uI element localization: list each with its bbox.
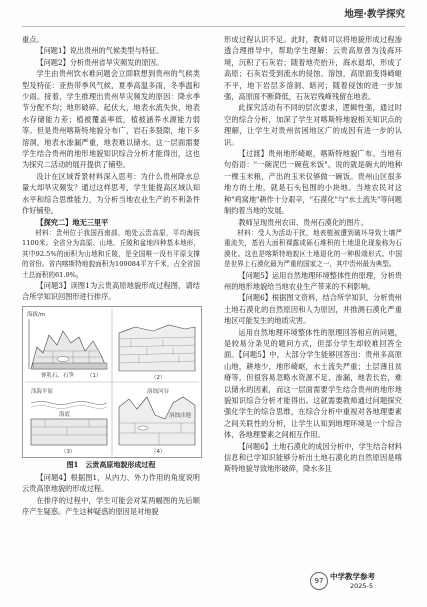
stone-forest-label: 钟乳石、石笋 (41, 372, 75, 379)
panel-3-label: （3） (61, 448, 76, 455)
question-3: 【问题3】读图1为云贵高原地貌形成过程图，请结合所学知识回图形进行排序。 (22, 280, 200, 302)
left-paragraph-4: 在排序的过程中，学生可能会对某两幅图的先后顺序产生疑惑。产生这种疑惑的原因是对地貌 (22, 495, 200, 516)
probe-2-title: 【探究二】地无三里平 (36, 217, 109, 227)
right-column (224, 34, 402, 475)
figure-caption: 图1 云贵高原地貌形成过程 (66, 459, 156, 469)
question-6: 【问题6】根据图文资料，结合所学知识，分析贵州土地石漠化的自然原因和人为原因，并推测石漠化严重地区可能发生的地质灾害。 (224, 293, 402, 326)
panel-1-label: （1） (87, 372, 102, 379)
header-title: 地理·教学探究 (344, 9, 405, 20)
page-footer (310, 568, 405, 596)
material-3: 材料：受人为活动干扰，地表植被遭到破坏导致土壤严重流失，基岩大面积裸露或砾石堆积的土地退化现象称为石漠化。这也是喀斯特地貌区土地退化的一种极端形式。中国是世界上石漠化最为严重的国家之一，其中贵州最为典型。 (224, 228, 402, 269)
landform-diagram (23, 307, 201, 457)
page-number: 97 (310, 572, 328, 590)
journal-name: 中学教学参考 (330, 572, 375, 581)
question-4: 【问题4】根据图1，从内力、外力作用的角度说明云贵高原地貌的形成过程。 (22, 472, 200, 494)
right-paragraph-2: 此探究活动有不同的层次要求，逻辑性强，通过时空的综合分析，加深了学生对喀斯特地貌相关知识点的理解，让学生对贵州贫困地区广的成因有进一步的认识。 (224, 103, 402, 147)
question-5: 【问题5】运用自然地理环境整体性的原理，分析贵州的地形地貌给当地农业生产带来的不利影响。 (224, 270, 402, 291)
right-paragraph-1: 形成过程认识不足。此时，教师可以将地貌形成过程渗透合理推导中，帮助学生理解：云贵高原曾为浅海环境，沉积了石灰岩；随着地壳抬升，海水退却，形成了高原；石灰岩受到流水的侵蚀、溶蚀，高原面变得崎岖不平，地下岩层多溶洞、暗河；随着侵蚀的进一步加强，高原面不断降低，石灰岩残峰残留在地表。 (224, 35, 402, 102)
question-2: 【问题2】分析贵州省旱灾频发的原因。 (36, 57, 164, 67)
shallow-sea-label: 浅海平原 (31, 388, 54, 395)
right-paragraph-5: 【问题6】土地石漠化的成因分析中，学生结合材料信息和已学知识能够分析出土地石漠化的自然原因是喀斯特地貌导致地形破碎，降水多且 (224, 441, 402, 474)
transition-text: 【过渡】贵州地形崎岖，喀斯特地貌广布。当地有句俗语："一碗泥巴一碗苞米饭"。说的就是碗大的地种一棵玉米粮，产出的玉米仅够做一碗饭。贵州山区很多地方的土地，就是石头包围的小块地。当地农民对这种"鸡窝地"耕作十分艰辛，"石漠化"与"水土流失"等问题制约着当地的发展。 (224, 149, 402, 216)
journal-date: 2025-5 (350, 582, 374, 590)
seafloor-label: 海底 (59, 411, 71, 418)
left-paragraph-3: 设计在区域背景材料深入思考：为什么贵州降水总量大却旱灾频发？通过这样思考，学生能提高区域认知水平和综合思维能力，为分析当地农业生产的不利条件作好铺垫。 (22, 171, 200, 216)
left-paragraph-2: 学生由贵州饮水难问题会立即联想到贵州的气候类型及特征：亚热带季风气候，夏季高温多雨，冬季温和少雨。接着，学生推理出贵州旱灾频发的原因：降水季节分配不均；地形破碎、起伏大，地表水流失快，地表水存储能力差；植被覆盖率低，植被涵养水源能力弱等。但是贵州喀斯特地貌分布广，岩石多裂隙，地下多溶洞，地表水渗漏严重，地表难以储水。这一层面需要学生结合贵州的地形地貌知识综合分析才能得出，这也为探究二活动的展开提供了铺垫。 (22, 69, 200, 170)
left-column (22, 34, 200, 517)
landform-figure (22, 306, 202, 458)
panel-4-label: （4） (151, 448, 166, 455)
left-paragraph-1: 重点。 (22, 35, 44, 44)
pond-label: 溶蚀洼地 (169, 412, 192, 419)
right-paragraph-4: 运用自然地理环境整体性的原理回答相应的问题，是较易分条见的题问方式，但部分学生却较难回答全面。【问题5】中，大部分学生能够回答出：贵州多高原山地，耕地少，地形崎岖，水土流失严重；土层薄且贫瘠等，但很容易忽略水资源不足、渗漏，地表长岩，难以储水的因素，而这一层面需要学生结合贵州的地形地貌知识综合分析才能得出。这就需要教师通过问题探究强化学生的综合思维，在综合分析中重视对各地理要素之间关联性的分析，让学生认知到地理环境是一个综合体，各地理要素之间相互作用。 (224, 327, 402, 440)
altitude-label: 海拔/m (27, 311, 46, 318)
panel-2-label: （2） (151, 374, 166, 381)
question-1: 【问题1】说出贵州的气候类型与特征。 (36, 46, 164, 56)
page-header (22, 6, 405, 27)
right-paragraph-3: 教师呈现贵州农田、贵州石漠化的图片。 (238, 217, 368, 227)
material-2: 材料：贵州位于我国西南部，地处云贵高原，平均海拔1100米。全省分为高原、山地、丘陵和盆地四种基本地形，其中92.5%的面积为山地和丘陵，是全国唯一没有平原支撑的省份。省内喀斯特地貌面积为109084平方千米，占全省国土总面积的61.9%。 (22, 228, 200, 279)
valley-label: 溶蚀河谷 (147, 388, 170, 395)
